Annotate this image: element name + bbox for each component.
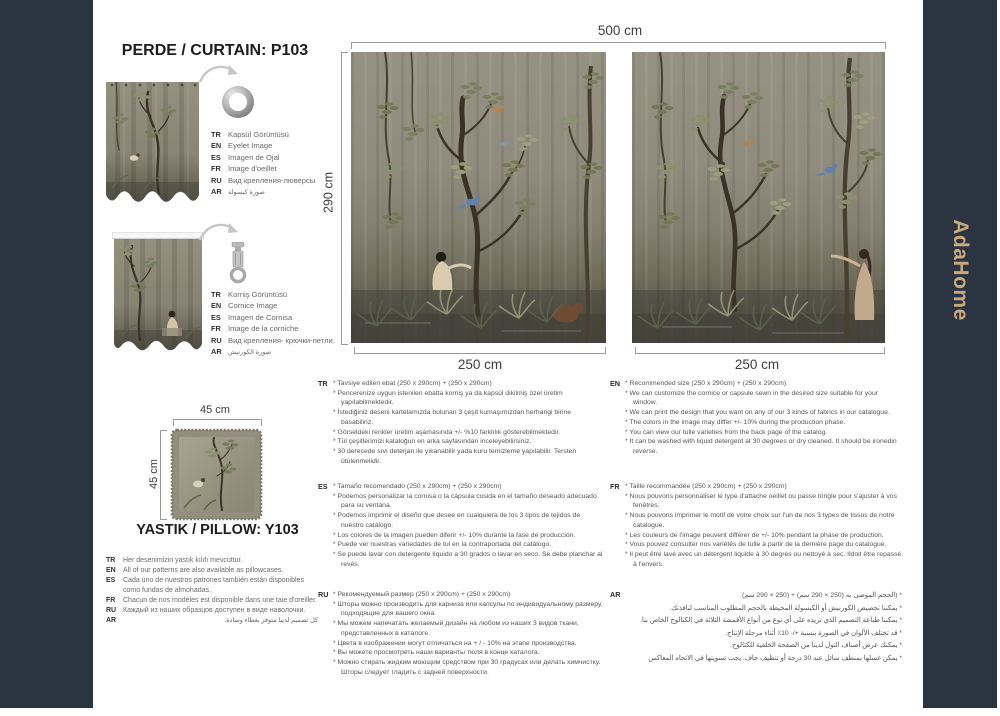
panel-height-label: 290 cm [321,172,336,213]
brand-logo-vertical: AdaHome [949,219,972,321]
eyelet-ring-icon [222,86,254,118]
list-item: TR Kapsül Görüntüsü [211,130,289,139]
right-accent-band [923,0,997,708]
list-item: ES Cada uno de nuestros patrones también están disponibles como fundas de almohadas. [106,577,304,594]
list-item: FR Image d'oeillet [211,164,277,174]
pillow-section-title: YASTIK / PILLOW: Y103 [136,522,299,538]
pillow-notes-list [106,556,318,626]
cornice-curtain-thumbnail-image [112,232,204,358]
list-item: RU Вид крепления- крючки-петли. [211,335,335,345]
list-item: TR Korniş Görüntüsü [211,290,288,299]
notes-ar: AR * (الحجم الموصى به (250 × 290 سم) + (250 × 290 سم) * يمكننا تخصيص الكورنيش أو الكبسولة المخيطة بالحجم المطلوب المناسب لنافذتك. * يمكننا طباعة التصميم الذي تريده على أي نوع من أنواع الأقمشة الثلاثة في الكتالوج الخاص بنا. * قد تختلف الألوان في الصورة بنسبة +/- 10٪ أثناء مرحلة الإنتاج. * يمكنك عرض أصناف التول لدينا من الصفحة الخلفية للكتالوج. * يمكن غسلها بمنظف سائل عند 30 درجة أو تنظيف جاف. يجب تسويتها في الاتجاه المعاكس [610,590,902,662]
panel-left-bird-blue [454,195,481,209]
panel-right-tree [698,96,778,310]
cornice-label-list [211,289,335,358]
dimension-bracket [173,419,262,426]
panel-left-bird-orange [493,105,504,113]
panel-left-bird-small [499,140,509,146]
list-item: TR Her desenimizin yastık kılıfı mevcuttur. [106,557,243,564]
pillow-height-label: 45 cm [148,459,160,489]
list-item: EN Cornice Image [211,301,278,311]
list-item: ES Imagen de Ojal [211,152,280,162]
eyelet-curtain-thumbnail-image [104,76,201,210]
pillow-image [170,428,263,521]
dimension-bracket [354,347,606,354]
list-item: FR Chacun de nos modèles est disponible dans une taie d'oreiller. [106,597,317,604]
panel-right-bird-blue [814,164,837,176]
list-item: FR Image de la corniche [211,324,299,334]
dimension-bracket [351,42,886,49]
panel-right-bird-small [744,140,754,146]
panel1-width-label: 250 cm [457,357,503,372]
curtain-panel-left-image [351,52,606,343]
brand-logo-wrap [923,205,997,335]
list-item: AR صورة كبسولة [211,187,265,197]
panel2-width-label: 250 cm [734,357,780,372]
dimension-bracket [160,430,167,520]
total-width-label: 500 cm [597,23,643,38]
notes-fr: FR * Taille recommandée (250 x 290cm) + (250 x 290cm) * Nous pouvons personnaliser le type d'attache oeillet ou passe tringle pour s'ajuster à vos fenêtres. * Nous pouvons imprimer le motif de votre choix sur l'un de nos 3 types de tissus de notre catalogue. * Les couleurs de l'image peuvent différer de +/- 10% pendant la phase de production. * Vous pouvez consulter nos variétés de tulle à partir de la dernière page du catalogue. * Il peut être lavé avec un détergent liquide à 30 degrés ou nettoyé à sec. Ildoit être repassé à l'envers [610,482,902,568]
list-item: EN All of our patterns are also available as pillowcases. [106,567,284,574]
notes-en: EN * Recommended size (250 x 290cm) + (250 x 290cm) * We can customize the cornice or capsule sewn in the desired size suitable for your window. * We can print the design that you want on any of our 3 kinds of fabrics in our catalogue. * The colors in the image may differ +/- 10% during the production phase. * You can view our tulle varieties from the back page of the catalog. * It can be washed with liquid detergent at 30 degrees or dry cleaned. It should be ironedin reverse. [610,379,897,455]
list-item: ES Imagen de Cornisa [211,312,293,322]
panel-left-figure [432,252,471,290]
eyelet-label-list [211,129,315,198]
curtain-section-title: PERDE / CURTAIN: P103 [121,42,309,59]
list-item: RU Вид крепления-люверсы [211,175,316,185]
list-item: EN Eyelet Image [211,141,273,151]
dimension-bracket [341,52,348,345]
left-accent-band [0,0,93,708]
cornice-hook-icon [227,242,249,286]
curtain-panel-right-image [632,52,885,343]
list-item: RU Каждый из наших образцов доступен в виде наволочки. [106,607,306,614]
notes-ru: RU * Рекомендуемый размер (250 x 290cm) + (250 x 290cm) * Шторы можно производить для карниза или капсулы по индивидуальному размеру, подходящие для вашего окна. * Мы можем напечатать желаемый дизайн на любом из наших 3 видов ткани, представленных в каталоге. * Цвета в изображении могут отличаться на + / - 10% на этапе производства. * Вы можете просмотреть наши варианты тюля в конце каталога. * Можно стирать жидким моющим средством при 30 градусах или делать химчистку. Шторы следует гладить с задней поверхности. [318,590,603,676]
list-item: AR صورة الكورنيش [211,347,272,357]
list-item: AR كل تصميم لدينا متوفر بغطاء وسادة. [106,617,318,624]
notes-tr: TR * Tavsiye edilen ebat (250 x 290cm) + (250 x 290cm) * Pencerenize uygun istenilen ebatta korniş ya da kapsül dikilmiş özel üretim yapılabilmektedir. * İstediğiniz deseni kartelamızda bulunan 3 çeşit kumaşımızdan herhangi birine basabiliriz. * Görseldeki renkler üretim aşamasında +/- %10 farklılık gösterebilmektedir. * Tül çeşitlerimizi kataloğun en arka sayfasından inceleyebilirsiniz. * 30 derecede sıvı deterjan ile yıkanabilir yada kuru temizleme yapılabilir. Tersten ütülenmelidir. [318,379,577,465]
notes-es: ES * Tamaño recomendado (250 x 290cm) + (250 x 290cm) * Podemos personalizar la cornisa o la cápsula cosida en el tamaño deseado adecuado para su ventana. * Podemos imprimir el diseño que desee en cualquiera de los 3 tipos de tejidos de nuestro catálogo. * Los colores de la imagen pueden diferir +/- 10% durante la fase de producción. * Puede ver nuestras variedades de tul en la contraportada del catálogo. * Se puede lavar con detergente líquido a 30 grados o lavar en seco. Se debe planchar al revés. [318,482,603,568]
cornice-rod [112,232,204,239]
pillow-width-label: 45 cm [200,404,230,416]
dimension-bracket [635,347,885,354]
